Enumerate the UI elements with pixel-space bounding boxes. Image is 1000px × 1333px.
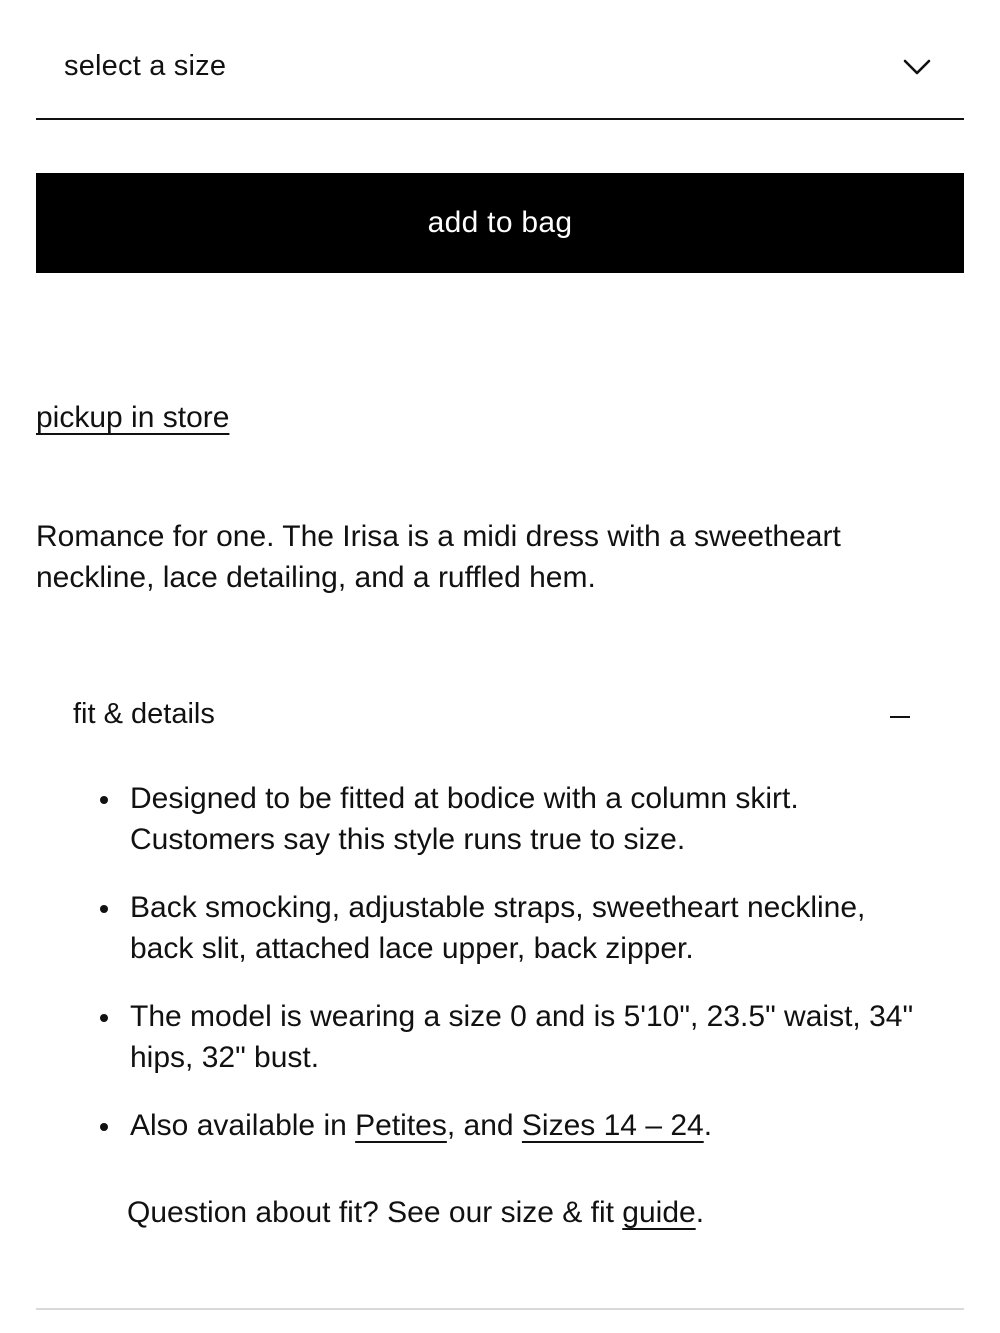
product-description: Romance for one. The Irisa is a midi dress with a sweetheart neckline, lace detailing, and a ruffled hem. xyxy=(36,520,841,594)
add-to-bag-label: add to bag xyxy=(427,206,573,239)
chevron-down-icon xyxy=(902,56,932,78)
fit-question-suffix: . xyxy=(695,1196,705,1229)
fit-details-list xyxy=(36,778,964,1173)
size-select-label: select a size xyxy=(64,50,227,82)
fit-detail-text: Designed to be fitted at bodice with a column skirt. Customers say this style runs true to size. xyxy=(130,782,799,856)
pickup-in-store-link[interactable]: pickup in store xyxy=(36,401,230,434)
size-fit-guide-link[interactable]: guide xyxy=(622,1196,696,1229)
sizes-14-24-link[interactable]: Sizes 14 – 24 xyxy=(521,1109,704,1142)
availability-suffix: . xyxy=(703,1109,713,1142)
bullet-icon xyxy=(100,796,108,804)
add-to-bag-button[interactable] xyxy=(36,173,964,273)
list-item xyxy=(36,996,920,1078)
bullet-icon xyxy=(100,1014,108,1022)
fit-details-title: fit & details xyxy=(73,698,215,730)
bullet-icon xyxy=(100,905,108,913)
list-item xyxy=(36,1105,920,1146)
fit-detail-text: Back smocking, adjustable straps, sweetheart neckline, back slit, attached lace upper, back zipper. xyxy=(130,891,866,965)
size-select-dropdown[interactable] xyxy=(36,0,964,120)
product-purchase-panel xyxy=(36,0,964,1333)
petites-link[interactable]: Petites xyxy=(355,1109,447,1142)
section-divider xyxy=(36,1308,964,1310)
minus-icon xyxy=(890,716,910,718)
availability-prefix: Also available in xyxy=(130,1109,356,1142)
list-item xyxy=(36,778,920,860)
fit-detail-text: The model is wearing a size 0 and is 5'10", 23.5" waist, 34" hips, 32" bust. xyxy=(130,1000,914,1074)
fit-details-accordion-toggle[interactable] xyxy=(36,680,964,752)
fit-question xyxy=(127,1192,704,1233)
bullet-icon xyxy=(100,1123,108,1131)
availability-middle: , and xyxy=(446,1109,522,1142)
fit-question-prefix: Question about fit? See our size & fit xyxy=(127,1196,623,1229)
list-item xyxy=(36,887,920,969)
